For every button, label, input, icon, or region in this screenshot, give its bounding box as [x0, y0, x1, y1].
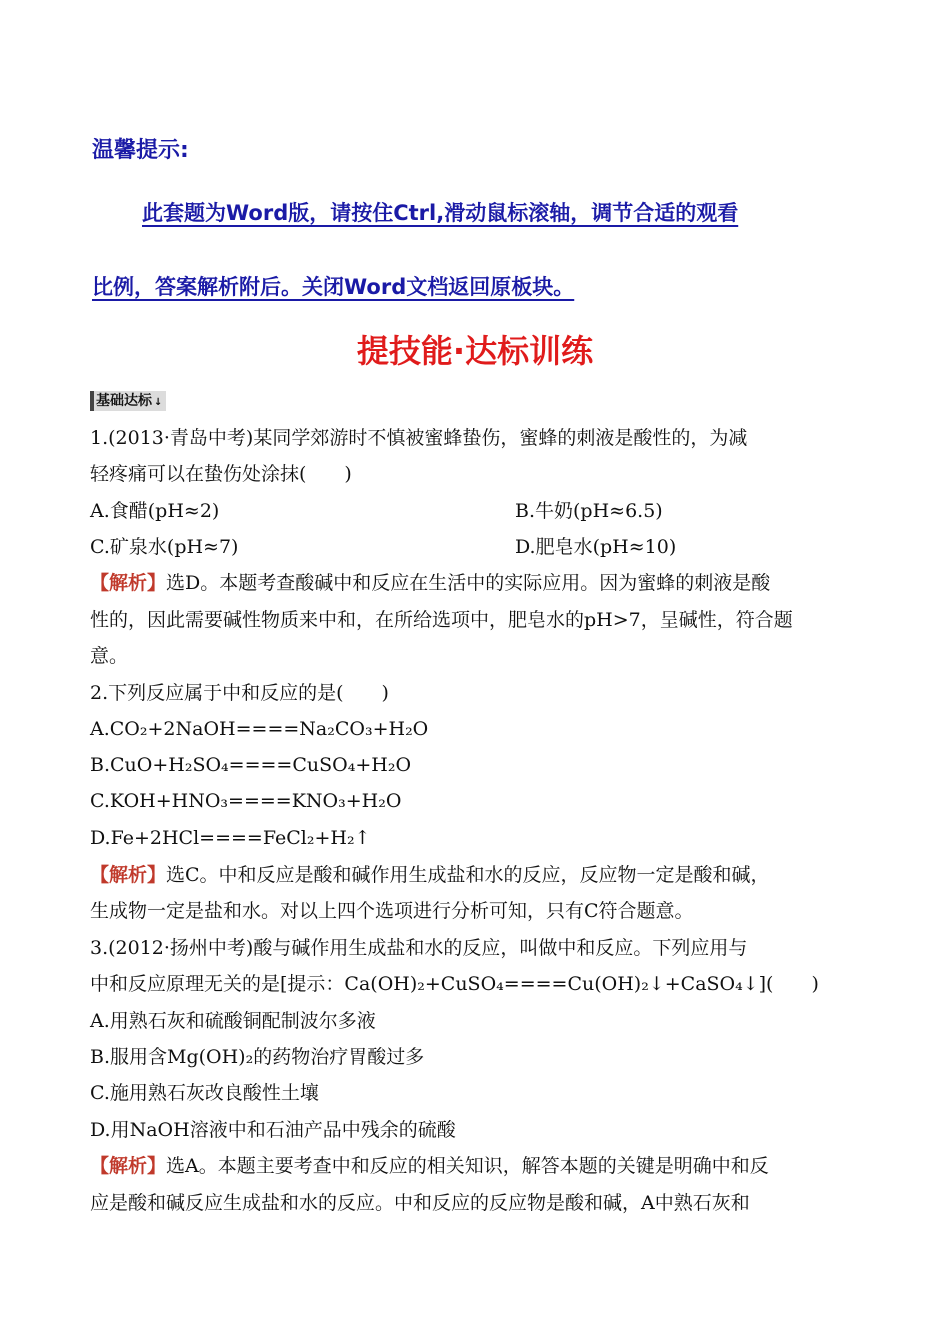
q1-option-b: B.牛奶(pH≈6.5) [515, 500, 663, 522]
q3-stem-line-1: 3.(2012·扬州中考)酸与碱作用生成盐和水的反应，叫做中和反应。下列应用与 [90, 937, 748, 959]
q3-option-c: C.施用熟石灰改良酸性土壤 [90, 1082, 319, 1104]
analysis-label: 【解析】 [90, 864, 167, 886]
q2-analysis-line-1 [90, 862, 870, 888]
q3-analysis-text: 选A。本题主要考查中和反应的相关知识，解答本题的关键是明确中和反 [166, 1155, 769, 1177]
q2-stem: 2.下列反应属于中和反应的是( ) [90, 682, 389, 704]
q1-analysis-line-1 [90, 570, 870, 596]
q1-option-row-2 [90, 534, 870, 560]
q2-analysis-text: 选C。中和反应是酸和碱作用生成盐和水的反应，反应物一定是酸和碱， [166, 864, 770, 886]
q2-option-b: B.CuO+H₂SO₄====CuSO₄+H₂O [90, 754, 412, 776]
q2-analysis-line-2: 生成物一定是盐和水。对以上四个选项进行分析可知，只有C符合题意。 [90, 900, 694, 922]
page-title: 提技能·达标训练 [356, 332, 594, 370]
q3-option-d: D.用NaOH溶液中和石油产品中残余的硫酸 [90, 1119, 456, 1141]
q1-option-a: A.食醋(pH≈2) [90, 500, 220, 522]
tip-title: 温馨提示: [92, 138, 189, 163]
q3-option-b: B.服用含Mg(OH)₂的药物治疗胃酸过多 [90, 1046, 425, 1068]
q1-option-row-1 [90, 498, 870, 524]
q2-option-d: D.Fe+2HCl====FeCl₂+H₂↑ [90, 827, 371, 849]
analysis-label: 【解析】 [90, 572, 167, 594]
q2-option-c: C.KOH+HNO₃====KNO₃+H₂O [90, 790, 402, 812]
q1-stem-line-2: 轻疼痛可以在蛰伤处涂抹( ) [90, 463, 352, 485]
q1-analysis-line-2: 性的，因此需要碱性物质来中和，在所给选项中，肥皂水的pH>7，呈碱性，符合题 [90, 609, 793, 631]
q1-option-c: C.矿泉水(pH≈7) [90, 536, 239, 558]
tip-line-1: 此套题为Word版，请按住Ctrl,滑动鼠标滚轴，调节合适的观看 [142, 201, 739, 225]
down-arrow-icon: ↓ [154, 397, 163, 408]
q3-analysis-line-2: 应是酸和碱反应生成盐和水的反应。中和反应的反应物是酸和碱，A中熟石灰和 [90, 1192, 750, 1214]
q2-option-a: A.CO₂+2NaOH====Na₂CO₃+H₂O [90, 718, 429, 740]
q1-analysis-text: 选D。本题考查酸碱中和反应在生活中的实际应用。因为蜜蜂的刺液是酸 [166, 572, 771, 594]
tip-line-2: 比例，答案解析附后。关闭Word文档返回原板块。 [92, 275, 575, 299]
q3-analysis-line-1 [90, 1153, 870, 1179]
q1-option-d: D.肥皂水(pH≈10) [515, 536, 677, 558]
section-tag-label: 基础达标 [96, 393, 152, 409]
q3-stem-line-2: 中和反应原理无关的是[提示：Ca(OH)₂+CuSO₄====Cu(OH)₂↓+CaSO₄↓]( ) [90, 973, 819, 995]
q1-stem-line-1: 1.(2013·青岛中考)某同学郊游时不慎被蜜蜂蛰伤，蜜蜂的刺液是酸性的，为减 [90, 427, 748, 449]
q3-option-a: A.用熟石灰和硫酸铜配制波尔多液 [90, 1010, 376, 1032]
section-tag-basic [90, 391, 166, 411]
q1-analysis-line-3: 意。 [90, 645, 129, 667]
analysis-label: 【解析】 [90, 1155, 167, 1177]
